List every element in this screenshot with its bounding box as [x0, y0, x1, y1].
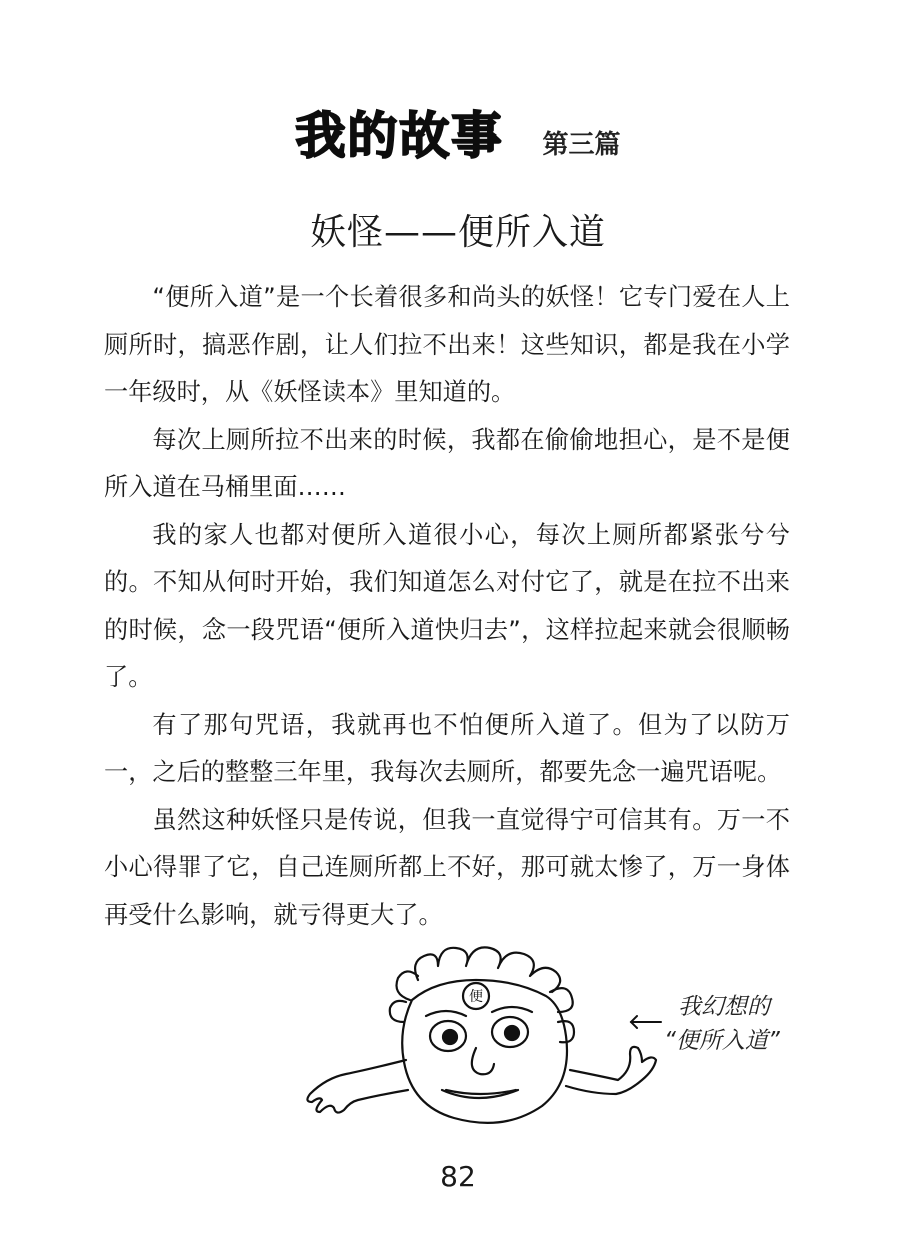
paragraph: 虽然这种妖怪只是传说，但我一直觉得宁可信其有。万一不小心得罪了它，自己连厕所都上不好，那可就太惨了，万一身体再受什么影响，就亏得更大了。: [104, 805, 790, 929]
paragraph: 有了那句咒语，我就再也不怕便所入道了。但为了以防万一，之后的整整三年里，我每次去厕所，都要先念一遍咒语呢。: [104, 710, 790, 786]
body-text: [104, 274, 790, 939]
page-header: [0, 96, 916, 168]
illustration-caption: [664, 990, 834, 1058]
page-title: 我的故事: [295, 107, 504, 165]
chapter-title: 妖怪——便所入道: [309, 212, 606, 253]
caption-line: “便所入道”: [664, 1028, 780, 1054]
badge-text: 便: [469, 989, 483, 1005]
arrow-left-icon: [625, 1012, 665, 1032]
paragraph: “便所入道”是一个长着很多和尚头的妖怪！它专门爱在人上厕所时，搞恶作剧，让人们拉不出来！这些知识，都是我在小学一年级时，从《妖怪读本》里知道的。: [104, 283, 790, 406]
page-subtitle: 第三篇: [542, 130, 621, 160]
paragraph: 每次上厕所拉不出来的时候，我都在偷偷地担心，是不是便所入道在马桶里面……: [104, 425, 790, 501]
page-number: 82: [440, 1160, 476, 1193]
paragraph: 我的家人也都对便所入道很小心，每次上厕所都紧张兮兮的。不知从何时开始，我们知道怎么对付它了，就是在拉不出来的时候，念一段咒语“便所入道快归去”，这样拉起来就会很顺畅了。: [104, 520, 790, 691]
caption-line: 我幻想的: [678, 994, 770, 1020]
